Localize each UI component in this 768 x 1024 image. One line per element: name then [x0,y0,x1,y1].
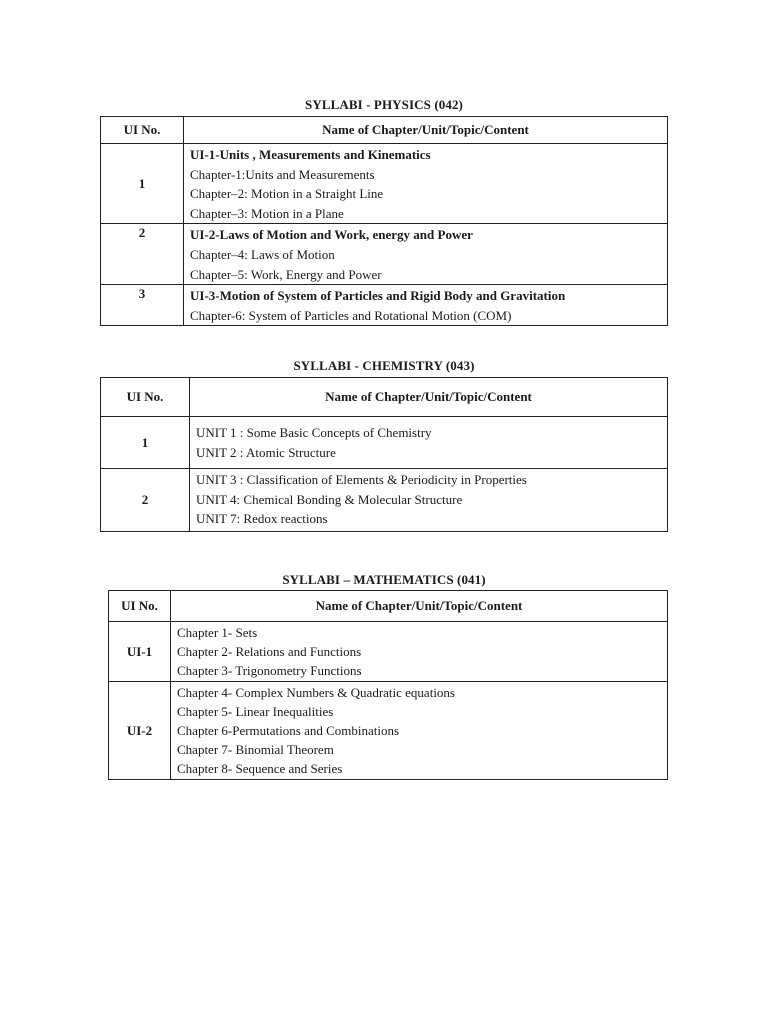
chapter-line: Chapter–5: Work, Energy and Power [190,266,382,282]
table-row [101,224,668,285]
chapter-line: Chapter 2- Relations and Functions [177,644,362,659]
table-header-row [109,591,668,622]
content-cell [171,682,668,780]
chapter-line: Chapter 8- Sequence and Series [177,761,343,776]
header-content: Name of Chapter/Unit/Topic/Content [190,378,668,417]
table-row [101,285,668,326]
physics-syllabus-table [100,116,668,326]
chapter-line: Chapter 3- Trigonometry Functions [177,663,362,678]
table-row [101,144,668,224]
table-header-row [101,378,668,417]
header-content: Name of Chapter/Unit/Topic/Content [184,117,668,144]
chapter-line: Chapter-1:Units and Measurements [190,166,375,182]
chapter-line: Chapter–2: Motion in a Straight Line [190,186,384,202]
unit-line: UNIT 7: Redox reactions [196,511,328,527]
chemistry-title: SYLLABI - CHEMISTRY (043) [293,358,475,373]
ui-number: 1 [101,144,184,224]
content-cell [184,144,668,224]
header-content: Name of Chapter/Unit/Topic/Content [171,591,668,622]
ui-number: 3 [101,285,184,326]
chapter-line: Chapter 6-Permutations and Combinations [177,723,400,738]
content-cell [171,622,668,682]
table-row [101,469,668,532]
mathematics-title: SYLLABI – MATHEMATICS (041) [282,572,486,587]
content-cell [190,469,668,532]
table-row [101,417,668,469]
table-header-row [101,117,668,144]
mathematics-syllabus-table [108,590,668,780]
content-cell [190,417,668,469]
unit-line: UNIT 2 : Atomic Structure [196,444,336,460]
unit-line: UNIT 3 : Classification of Elements & Periodicity in Properties [196,472,527,488]
physics-title: SYLLABI - PHYSICS (042) [305,97,463,112]
chapter-line: Chapter-6: System of Particles and Rotational Motion (COM) [190,307,512,323]
unit-line: UNIT 4: Chemical Bonding & Molecular Structure [196,491,463,507]
unit-heading: UI-1-Units , Measurements and Kinematics [190,147,431,162]
ui-number: 2 [101,224,184,285]
header-ui-no: UI No. [109,591,171,622]
header-ui-no: UI No. [101,378,190,417]
table-row [109,682,668,780]
header-ui-no: UI No. [101,117,184,144]
ui-number: UI-1 [109,622,171,682]
table-row [109,622,668,682]
ui-number: 2 [101,469,190,532]
chapter-line: Chapter 4- Complex Numbers & Quadratic equations [177,685,455,700]
unit-heading: UI-3-Motion of System of Particles and Rigid Body and Gravitation [190,288,566,304]
unit-line: UNIT 1 : Some Basic Concepts of Chemistry [196,425,432,440]
chemistry-syllabus-table [100,377,668,532]
ui-number: 1 [101,417,190,469]
chapter-line: Chapter 1- Sets [177,625,258,640]
unit-heading: UI-2-Laws of Motion and Work, energy and Power [190,227,473,243]
chapter-line: Chapter–4: Laws of Motion [190,246,335,262]
ui-number: UI-2 [109,682,171,780]
chapter-line: Chapter–3: Motion in a Plane [190,205,344,221]
chapter-line: Chapter 5- Linear Inequalities [177,704,334,719]
content-cell [184,285,668,326]
chapter-line: Chapter 7- Binomial Theorem [177,742,334,757]
content-cell [184,224,668,285]
